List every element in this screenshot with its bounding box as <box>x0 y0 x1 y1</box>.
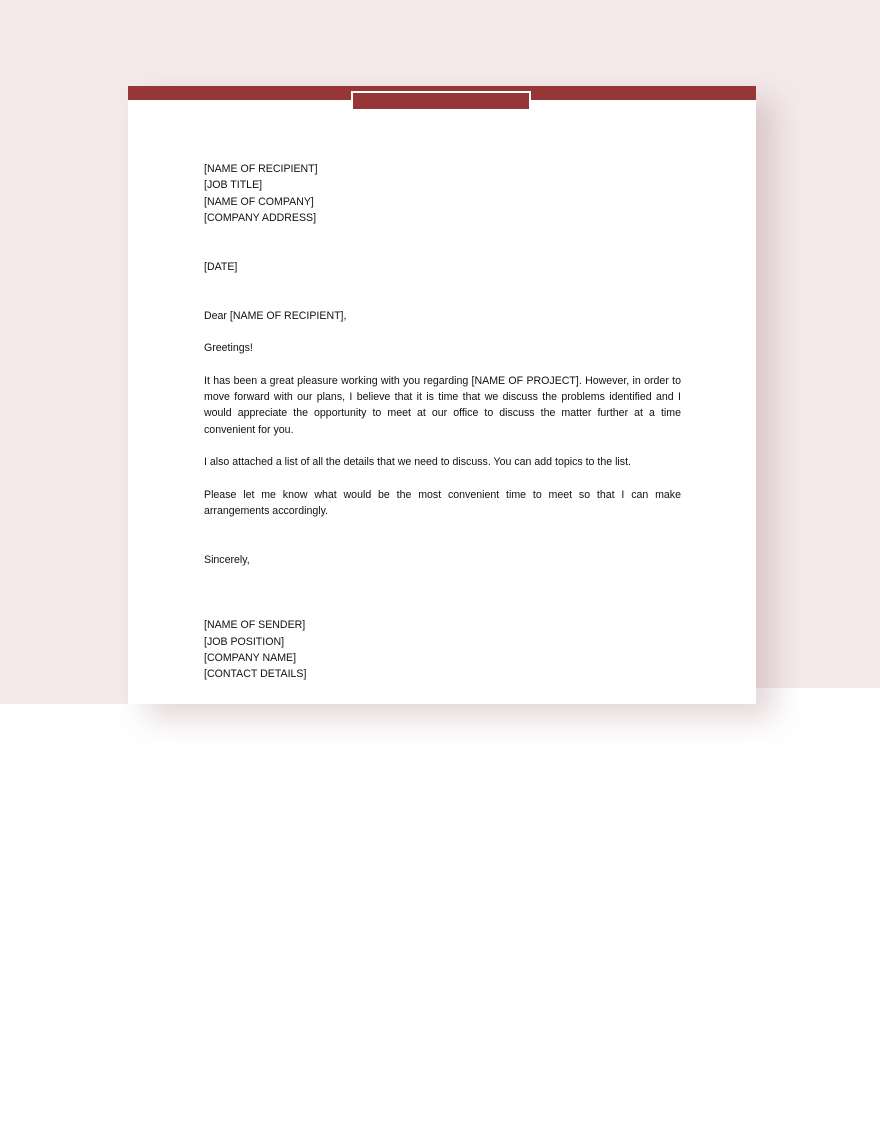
greeting: Greetings! <box>204 342 253 355</box>
backdrop-strip <box>0 688 128 704</box>
sender-position: [JOB POSITION] <box>204 635 285 648</box>
body-paragraph-2: I also attached a list of all the details that we need to discuss. You can add topics to the list. <box>204 456 631 469</box>
letter-body <box>204 161 681 683</box>
letter-page <box>128 86 756 704</box>
recipient-name: [NAME OF RECIPIENT] <box>204 163 318 175</box>
recipient-block <box>204 161 681 226</box>
body-paragraph-1: It has been a great pleasure working with you regarding [NAME OF PROJECT]. However, in order to move forward with our plans, I believe that it is time that we discuss the problems identified and I would appreciate the opportunity to meet at our office to discuss the matter further at a time convenient for you. <box>204 374 681 436</box>
salutation: Dear [NAME OF RECIPIENT], <box>204 309 347 322</box>
recipient-company: [NAME OF COMPANY] <box>204 195 314 208</box>
body-paragraph-3: Please let me know what would be the most convenient time to meet so that I can make arrangements accordingly. <box>204 488 681 518</box>
header-accent-tab <box>351 91 531 111</box>
sender-block <box>204 617 681 682</box>
sender-name: [NAME OF SENDER] <box>204 619 306 632</box>
recipient-job-title: [JOB TITLE] <box>204 179 263 192</box>
letter-date: [DATE] <box>204 260 238 273</box>
sender-company: [COMPANY NAME] <box>204 651 297 664</box>
recipient-address: [COMPANY ADDRESS] <box>204 211 317 224</box>
sender-contact: [CONTACT DETAILS] <box>204 668 307 681</box>
closing: Sincerely, <box>204 554 250 567</box>
